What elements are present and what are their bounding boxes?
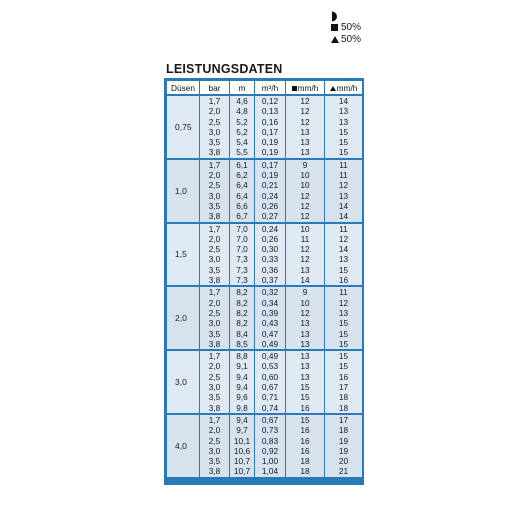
performance-table-frame <box>164 78 364 485</box>
bar-cell: 3,5 <box>200 201 230 211</box>
triangle-rate-cell: 11 <box>325 223 363 234</box>
flow-cell: 0,16 <box>255 117 286 127</box>
m-cell: 7,3 <box>230 275 255 286</box>
nozzle-group <box>167 159 363 223</box>
square-rate-cell: 12 <box>286 191 325 201</box>
flow-cell: 0,67 <box>255 382 286 392</box>
triangle-rate-cell: 13 <box>325 191 363 201</box>
triangle-rate-cell: 11 <box>325 170 363 180</box>
nozzle-group <box>167 286 363 350</box>
bar-cell: 3,0 <box>200 191 230 201</box>
triangle-rate-cell: 15 <box>325 329 363 339</box>
m-cell: 7,3 <box>230 254 255 264</box>
flow-cell: 0,13 <box>255 106 286 116</box>
nozzle-group <box>167 95 363 159</box>
m-cell: 6,2 <box>230 170 255 180</box>
m-cell: 9,4 <box>230 414 255 425</box>
triangle-rate-cell: 15 <box>325 137 363 147</box>
m-cell: 8,2 <box>230 318 255 328</box>
square-rate-cell: 13 <box>286 372 325 382</box>
triangle-rate-cell: 14 <box>325 95 363 106</box>
square-rate-cell: 9 <box>286 159 325 170</box>
table-row <box>167 95 363 106</box>
square-rate-cell: 10 <box>286 298 325 308</box>
bar-cell: 1,7 <box>200 414 230 425</box>
triangle-rate-cell: 15 <box>325 339 363 350</box>
square-icon <box>292 86 297 91</box>
square-rate-cell: 13 <box>286 361 325 371</box>
table-row <box>167 286 363 297</box>
duese-cell: 4,0 <box>167 414 200 477</box>
half-circle-icon <box>330 11 339 22</box>
square-rate-cell: 12 <box>286 254 325 264</box>
m-cell: 7,0 <box>230 244 255 254</box>
nozzle-group <box>167 414 363 477</box>
bar-cell: 2,0 <box>200 234 230 244</box>
triangle-icon <box>330 34 340 46</box>
m-cell: 10,7 <box>230 456 255 466</box>
m-cell: 6,1 <box>230 159 255 170</box>
header-row <box>167 81 363 96</box>
duese-cell: 1,0 <box>167 159 200 223</box>
square-rate-cell: 16 <box>286 436 325 446</box>
bar-cell: 2,5 <box>200 372 230 382</box>
flow-cell: 0,49 <box>255 339 286 350</box>
triangle-rate-cell: 13 <box>325 117 363 127</box>
duese-cell: 2,0 <box>167 286 200 350</box>
bar-cell: 2,5 <box>200 180 230 190</box>
m-cell: 10,7 <box>230 466 255 476</box>
m-cell: 6,4 <box>230 191 255 201</box>
header-triangle-rate-label: mm/h <box>336 82 358 93</box>
bar-cell: 3,8 <box>200 466 230 476</box>
square-rate-cell: 16 <box>286 403 325 414</box>
legend-triangle-label: 50% <box>341 34 362 45</box>
flow-cell: 0,49 <box>255 350 286 361</box>
header-bar: bar <box>200 81 230 96</box>
square-rate-cell: 13 <box>286 265 325 275</box>
square-rate-cell: 12 <box>286 201 325 211</box>
m-cell: 8,5 <box>230 339 255 350</box>
flow-cell: 0,43 <box>255 318 286 328</box>
duese-cell: 1,5 <box>167 223 200 287</box>
m-cell: 8,8 <box>230 350 255 361</box>
m-cell: 8,2 <box>230 298 255 308</box>
square-rate-cell: 12 <box>286 244 325 254</box>
table-row <box>167 159 363 170</box>
bar-cell: 3,0 <box>200 382 230 392</box>
nozzle-group <box>167 350 363 414</box>
m-cell: 7,3 <box>230 265 255 275</box>
square-rate-cell: 13 <box>286 350 325 361</box>
table-title: LEISTUNGSDATEN <box>166 62 283 76</box>
m-cell: 5,2 <box>230 127 255 137</box>
flow-cell: 0,19 <box>255 147 286 158</box>
triangle-rate-cell: 14 <box>325 211 363 222</box>
performance-table <box>166 80 363 477</box>
square-rate-cell: 15 <box>286 382 325 392</box>
m-cell: 10,6 <box>230 446 255 456</box>
m-cell: 4,8 <box>230 106 255 116</box>
m-cell: 8,2 <box>230 286 255 297</box>
square-rate-cell: 12 <box>286 211 325 222</box>
flow-cell: 0,17 <box>255 159 286 170</box>
flow-cell: 0,60 <box>255 372 286 382</box>
m-cell: 7,0 <box>230 223 255 234</box>
triangle-rate-cell: 15 <box>325 318 363 328</box>
flow-cell: 0,26 <box>255 234 286 244</box>
duese-cell: 0,75 <box>167 95 200 159</box>
square-rate-cell: 16 <box>286 446 325 456</box>
triangle-rate-cell: 13 <box>325 106 363 116</box>
m-cell: 9,4 <box>230 382 255 392</box>
flow-cell: 0,17 <box>255 127 286 137</box>
bar-cell: 2,0 <box>200 361 230 371</box>
square-rate-cell: 13 <box>286 339 325 350</box>
bar-cell: 2,5 <box>200 244 230 254</box>
flow-cell: 0,37 <box>255 275 286 286</box>
header-duesen: Düsen <box>167 81 200 96</box>
square-rate-cell: 18 <box>286 466 325 476</box>
square-rate-cell: 12 <box>286 308 325 318</box>
triangle-rate-cell: 15 <box>325 147 363 158</box>
bar-cell: 3,0 <box>200 127 230 137</box>
triangle-rate-cell: 19 <box>325 436 363 446</box>
bar-cell: 2,5 <box>200 436 230 446</box>
m-cell: 9,8 <box>230 403 255 414</box>
bar-cell: 2,5 <box>200 308 230 318</box>
square-rate-cell: 13 <box>286 318 325 328</box>
bar-cell: 1,7 <box>200 159 230 170</box>
triangle-rate-cell: 16 <box>325 372 363 382</box>
square-rate-cell: 10 <box>286 223 325 234</box>
bar-cell: 1,7 <box>200 286 230 297</box>
duese-cell: 3,0 <box>167 350 200 414</box>
bar-cell: 2,5 <box>200 117 230 127</box>
bar-cell: 3,5 <box>200 329 230 339</box>
bar-cell: 2,0 <box>200 106 230 116</box>
flow-cell: 0,24 <box>255 191 286 201</box>
bar-cell: 3,5 <box>200 456 230 466</box>
bar-cell: 3,8 <box>200 211 230 222</box>
header-triangle-rate <box>325 81 363 96</box>
bar-cell: 3,5 <box>200 392 230 402</box>
bar-cell: 3,5 <box>200 265 230 275</box>
flow-cell: 0,33 <box>255 254 286 264</box>
table-row <box>167 223 363 234</box>
triangle-rate-cell: 18 <box>325 425 363 435</box>
m-cell: 8,4 <box>230 329 255 339</box>
table-row <box>167 350 363 361</box>
triangle-rate-cell: 15 <box>325 127 363 137</box>
bar-cell: 1,7 <box>200 95 230 106</box>
square-rate-cell: 15 <box>286 392 325 402</box>
bar-cell: 1,7 <box>200 350 230 361</box>
table-row <box>167 414 363 425</box>
triangle-rate-cell: 11 <box>325 286 363 297</box>
square-rate-cell: 12 <box>286 117 325 127</box>
m-cell: 9,6 <box>230 392 255 402</box>
m-cell: 10,1 <box>230 436 255 446</box>
square-rate-cell: 13 <box>286 127 325 137</box>
triangle-rate-cell: 21 <box>325 466 363 476</box>
flow-cell: 0,21 <box>255 180 286 190</box>
triangle-rate-cell: 15 <box>325 350 363 361</box>
flow-cell: 0,74 <box>255 403 286 414</box>
m-cell: 4,6 <box>230 95 255 106</box>
triangle-rate-cell: 16 <box>325 275 363 286</box>
nozzle-group <box>167 223 363 287</box>
square-rate-cell: 9 <box>286 286 325 297</box>
triangle-rate-cell: 18 <box>325 392 363 402</box>
bar-cell: 3,8 <box>200 339 230 350</box>
square-rate-cell: 16 <box>286 425 325 435</box>
triangle-rate-cell: 12 <box>325 180 363 190</box>
flow-cell: 0,26 <box>255 201 286 211</box>
square-rate-cell: 18 <box>286 456 325 466</box>
bar-cell: 3,0 <box>200 318 230 328</box>
m-cell: 9,1 <box>230 361 255 371</box>
triangle-rate-cell: 15 <box>325 361 363 371</box>
flow-cell: 0,53 <box>255 361 286 371</box>
m-cell: 6,6 <box>230 201 255 211</box>
triangle-rate-cell: 15 <box>325 265 363 275</box>
square-rate-cell: 10 <box>286 170 325 180</box>
triangle-rate-cell: 13 <box>325 254 363 264</box>
header-square-rate <box>286 81 325 96</box>
square-rate-cell: 13 <box>286 329 325 339</box>
flow-cell: 0,67 <box>255 414 286 425</box>
flow-cell: 0,39 <box>255 308 286 318</box>
flow-cell: 0,12 <box>255 95 286 106</box>
legend-row-square <box>330 22 361 34</box>
flow-cell: 0,19 <box>255 137 286 147</box>
triangle-rate-cell: 13 <box>325 308 363 318</box>
triangle-rate-cell: 12 <box>325 234 363 244</box>
triangle-icon <box>330 86 336 91</box>
flow-cell: 0,30 <box>255 244 286 254</box>
m-cell: 8,2 <box>230 308 255 318</box>
flow-cell: 0,34 <box>255 298 286 308</box>
triangle-rate-cell: 17 <box>325 382 363 392</box>
triangle-rate-cell: 14 <box>325 201 363 211</box>
flow-cell: 1,00 <box>255 456 286 466</box>
triangle-rate-cell: 17 <box>325 414 363 425</box>
bar-cell: 2,0 <box>200 170 230 180</box>
flow-cell: 0,24 <box>255 223 286 234</box>
square-rate-cell: 10 <box>286 180 325 190</box>
flow-cell: 1,04 <box>255 466 286 476</box>
header-m: m <box>230 81 255 96</box>
flow-cell: 0,71 <box>255 392 286 402</box>
flow-cell: 0,83 <box>255 436 286 446</box>
triangle-rate-cell: 11 <box>325 159 363 170</box>
square-rate-cell: 13 <box>286 147 325 158</box>
triangle-rate-cell: 18 <box>325 403 363 414</box>
flow-cell: 0,27 <box>255 211 286 222</box>
square-rate-cell: 14 <box>286 275 325 286</box>
triangle-rate-cell: 14 <box>325 244 363 254</box>
square-icon <box>330 22 340 34</box>
bar-cell: 2,0 <box>200 298 230 308</box>
m-cell: 6,4 <box>230 180 255 190</box>
bar-cell: 3,0 <box>200 446 230 456</box>
m-cell: 7,0 <box>230 234 255 244</box>
square-rate-cell: 12 <box>286 95 325 106</box>
triangle-rate-cell: 19 <box>325 446 363 456</box>
m-cell: 9,4 <box>230 372 255 382</box>
bar-cell: 3,8 <box>200 275 230 286</box>
square-rate-cell: 12 <box>286 106 325 116</box>
flow-cell: 0,32 <box>255 286 286 297</box>
legend-square-label: 50% <box>341 22 362 33</box>
m-cell: 5,4 <box>230 137 255 147</box>
m-cell: 6,7 <box>230 211 255 222</box>
legend-row-full <box>330 10 361 22</box>
m-cell: 5,5 <box>230 147 255 158</box>
m-cell: 9,7 <box>230 425 255 435</box>
flow-cell: 0,47 <box>255 329 286 339</box>
bar-cell: 3,8 <box>200 147 230 158</box>
flow-cell: 0,36 <box>255 265 286 275</box>
triangle-rate-cell: 20 <box>325 456 363 466</box>
legend <box>330 10 361 46</box>
bar-cell: 3,8 <box>200 403 230 414</box>
bar-cell: 3,0 <box>200 254 230 264</box>
m-cell: 5,2 <box>230 117 255 127</box>
flow-cell: 0,73 <box>255 425 286 435</box>
flow-cell: 0,19 <box>255 170 286 180</box>
bar-cell: 1,7 <box>200 223 230 234</box>
legend-row-triangle <box>330 34 361 46</box>
header-flow: m³/h <box>255 81 286 96</box>
square-rate-cell: 11 <box>286 234 325 244</box>
bar-cell: 2,0 <box>200 425 230 435</box>
triangle-rate-cell: 12 <box>325 298 363 308</box>
flow-cell: 0,92 <box>255 446 286 456</box>
header-square-rate-label: mm/h <box>297 82 319 93</box>
square-rate-cell: 13 <box>286 137 325 147</box>
square-rate-cell: 15 <box>286 414 325 425</box>
bar-cell: 3,5 <box>200 137 230 147</box>
